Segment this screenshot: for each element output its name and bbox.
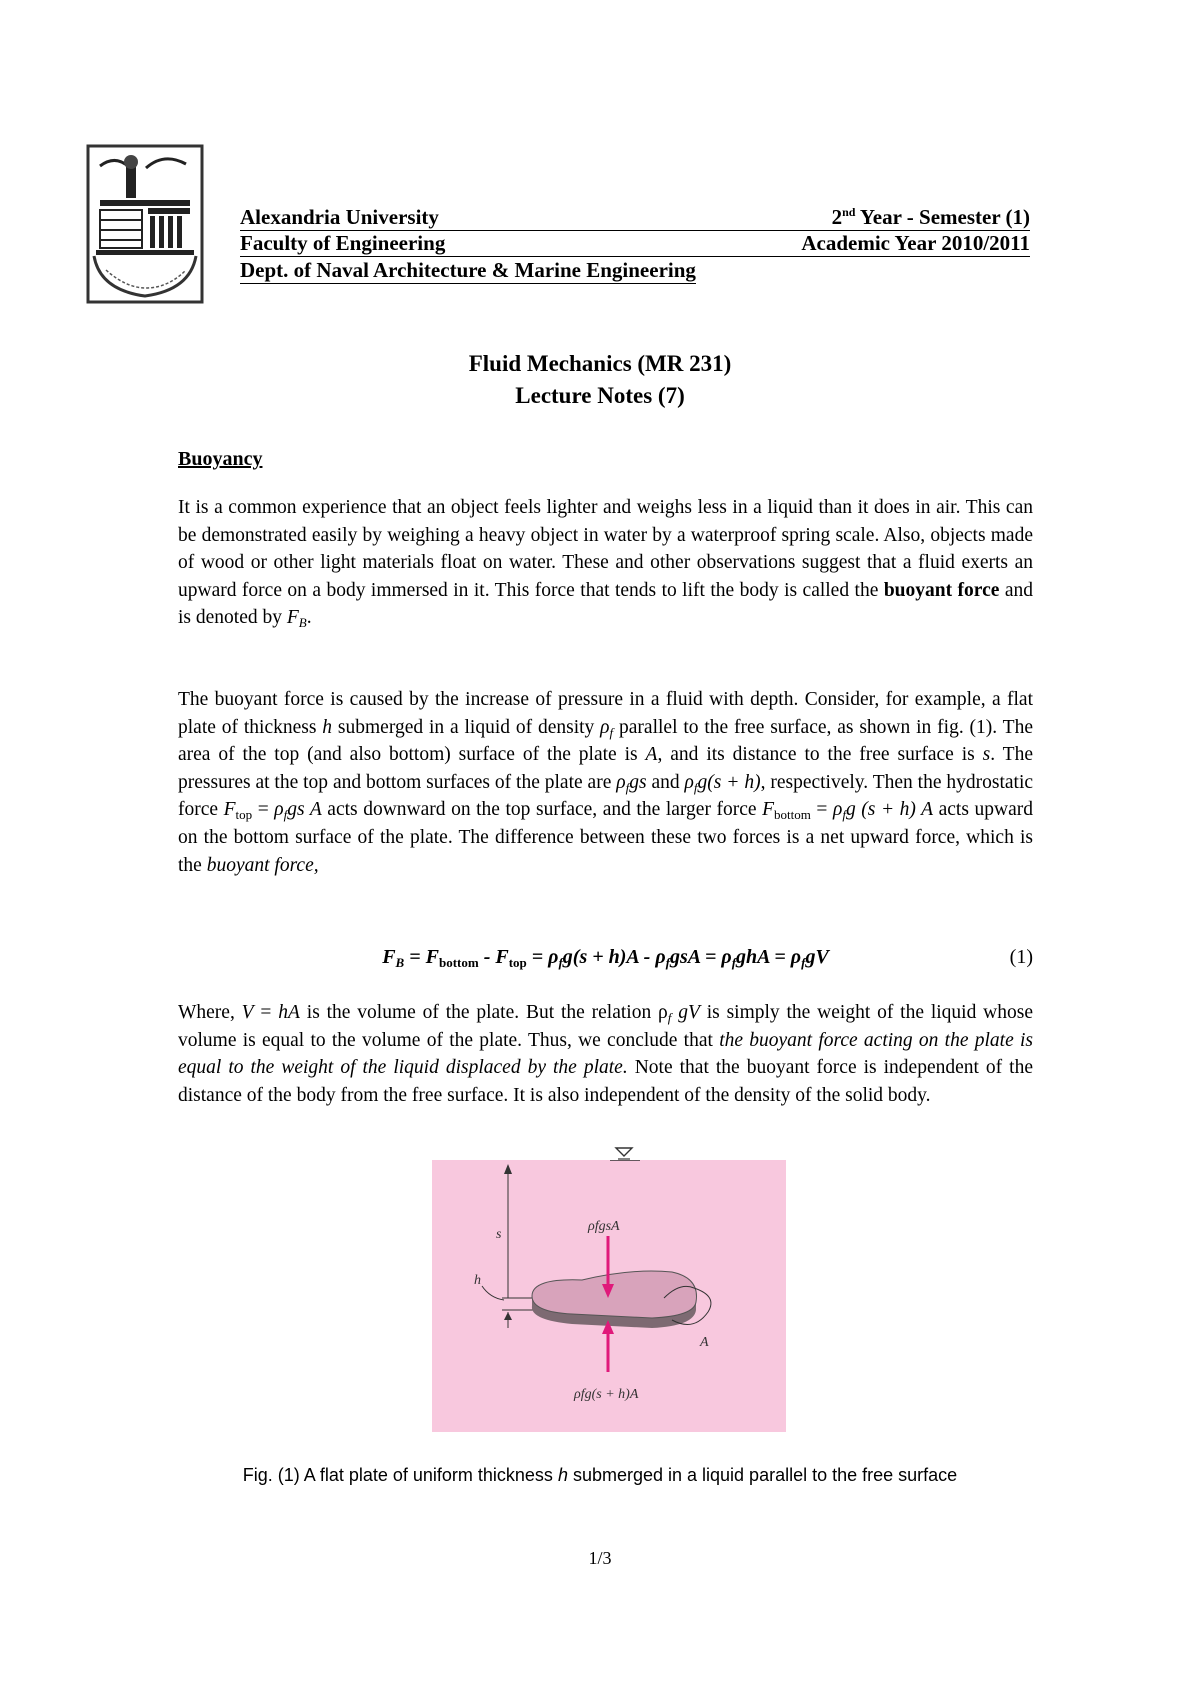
free-surface-triangle-icon	[614, 1146, 634, 1162]
conclusion-italic: the buoyant force acting on the plate is equal to the weight of the liquid displaced by the plate.	[178, 1029, 1033, 1079]
header-row-2	[240, 230, 1030, 257]
label-bottom-force: ρfg(s + h)A	[574, 1387, 639, 1402]
section-heading: Buoyancy	[178, 448, 263, 470]
university-name: Alexandria University	[240, 205, 439, 229]
label-s: s	[496, 1227, 502, 1242]
lecture-title: Lecture Notes (7)	[515, 383, 685, 408]
buoyant-force-term: buoyant force	[883, 579, 1000, 601]
label-top-force: ρfgsA	[588, 1219, 620, 1234]
label-h: h	[474, 1273, 481, 1288]
equation-number: (1)	[1009, 946, 1033, 968]
paragraph-1: It is a common experience that an object feels lighter and weighs less in a liquid than it does in air. This can be demonstrated easily by weighing a heavy object in water by a waterproof spring scale. Also, objects made of wood or other light materials float on water. These and other observations suggest that a fluid exerts an upward force on a body immersed in it. This force that tends to lift the body is called the buoyant force and is denoted by $F_B$.	[178, 497, 1034, 631]
department-name: Dept. of Naval Architecture & Marine Engineering	[240, 258, 696, 282]
paragraph-3: Where, V = hA is the volume of the plate. But the relation $\rho_f$ gV is simply the weight of the liquid whose volume is equal to the volume of the plate. Thus, we conclude that the buoyant force acting on the plate is equal to the weight of the liquid displaced by the plate. Note that the buoyant force is independent of the distance of the body from the free surface. It is also independent of the density of the solid body.	[178, 1002, 1033, 1106]
paragraph-2: The buoyant force is caused by the increase of pressure in a fluid with depth. Consider, for example, a flat plate of thickness h submerged in a liquid of density $\rho_f$ parallel to the free surface, as shown in fig. (1). The area of the top (and also bottom) surface of the plate is A, and its distance to the free surface is s. The pressures at the top and bottom surfaces of the plate are $\rho_fgs$ and $\rho_fg(s + h)$, respectively. Then the hydrostatic force $F_{top} = \rho_fgs$ A acts downward on the top surface, and the larger force $F_{bottom} = \rho_fg$ (s + h) A acts upward on the bottom surface of the plate. The difference between these two forces is a net upward force, which is the buoyant force,	[178, 689, 1034, 876]
academic-year: Academic Year 2010/2011	[801, 231, 1030, 255]
faculty-name: Faculty of Engineering	[240, 231, 446, 255]
year-semester: 2nd Year - Semester (1)	[831, 205, 1030, 229]
equation-1	[178, 946, 1033, 976]
buoyancy-figure	[432, 1160, 786, 1432]
page-number: 1/3	[588, 1548, 612, 1568]
buoyant-force-italic: buoyant force,	[206, 854, 319, 876]
header-row-1	[240, 204, 1030, 231]
university-logo	[86, 144, 204, 304]
equation-text: $F_B = F_{bottom} - F_{top} = \rho_fg(s + h)A - \rho_fgsA = \rho_fghA = \rho_fgV$	[382, 946, 829, 970]
figure-caption: Fig. (1) A flat plate of uniform thickness h submerged in a liquid parallel to the free surface	[242, 1465, 958, 1485]
label-A: A	[700, 1335, 709, 1350]
course-title: Fluid Mechanics (MR 231)	[468, 351, 732, 376]
